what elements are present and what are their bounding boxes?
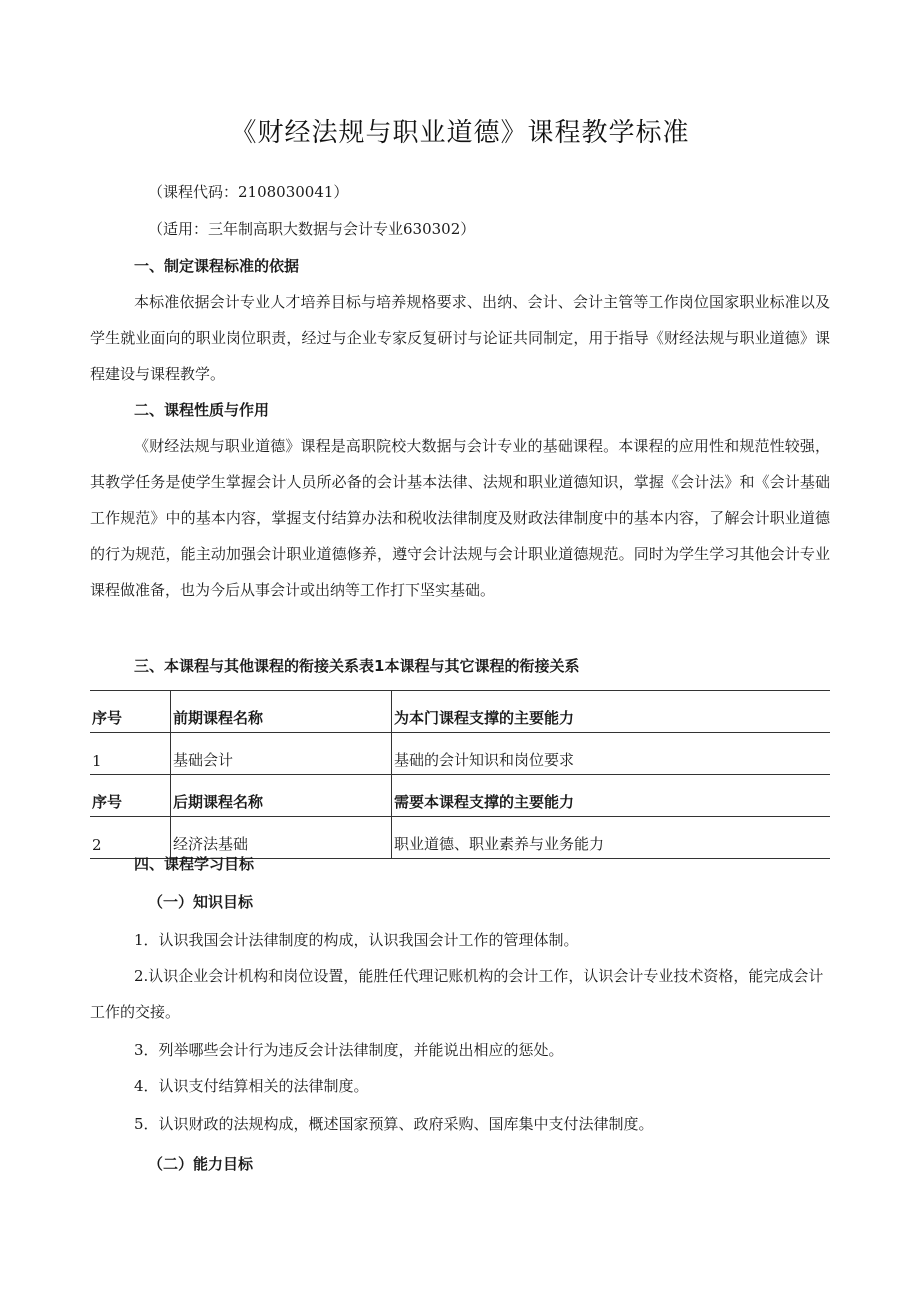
table-cell: 2 <box>90 817 171 859</box>
table-header-row <box>90 691 830 733</box>
ability-goals-heading: （二）能力目标 <box>148 1155 254 1173</box>
table-cell: 经济法基础 <box>171 817 392 859</box>
table-cell: 基础会计 <box>171 733 392 775</box>
table-cell: 序号 <box>90 691 171 733</box>
table-row <box>90 733 830 775</box>
list-item: 1．认识我国会计法律制度的构成，认识我国会计工作的管理体制。 <box>134 931 579 949</box>
applicable-major: （适用：三年制高职大数据与会计专业630302） <box>148 220 476 238</box>
section-2-heading: 二、课程性质与作用 <box>134 401 270 419</box>
table-cell: 后期课程名称 <box>171 775 392 817</box>
list-item: 5．认识财政的法规构成，概述国家预算、政府采购、国库集中支付法律制度。 <box>134 1115 654 1133</box>
table-cell: 序号 <box>90 775 171 817</box>
table-row <box>90 817 830 859</box>
table-cell: 职业道德、职业素养与业务能力 <box>392 817 831 859</box>
list-item: 2.认识企业会计机构和岗位设置，能胜任代理记账机构的会计工作，认识会计专业技术资格，能完成会计工作的交接。 <box>90 967 824 1021</box>
list-item: 3．列举哪些会计行为违反会计法律制度，并能说出相应的惩处。 <box>134 1041 564 1059</box>
table-cell: 为本门课程支撑的主要能力 <box>392 691 831 733</box>
list-item: 4．认识支付结算相关的法律制度。 <box>134 1077 369 1095</box>
table-cell: 1 <box>90 733 171 775</box>
section-1-body: 本标准依据会计专业人才培养目标与培养规格要求、出纳、会计、会计主管等工作岗位国家职业标准以及学生就业面向的职业岗位职责，经过与企业专家反复研讨与论证共同制定，用于指导《财经法规与职业道德》课程建设与课程教学。 <box>90 293 830 383</box>
document-title: 《财经法规与职业道德》课程教学标准 <box>230 118 690 148</box>
table-cell: 基础的会计知识和岗位要求 <box>392 733 831 775</box>
table-cell: 需要本课程支撑的主要能力 <box>392 775 831 817</box>
knowledge-goals-heading: （一）知识目标 <box>148 893 254 911</box>
course-code: （课程代码：2108030041） <box>148 183 349 201</box>
section-4-heading: 四、课程学习目标 <box>134 855 255 873</box>
course-relation-table <box>90 690 830 859</box>
section-3-heading: 三、本课程与其他课程的衔接关系表1本课程与其它课程的衔接关系 <box>134 657 580 675</box>
table-header-row <box>90 775 830 817</box>
section-1-heading: 一、制定课程标准的依据 <box>134 257 300 275</box>
section-2-body: 《财经法规与职业道德》课程是高职院校大数据与会计专业的基础课程。本课程的应用性和规范性较强，其教学任务是使学生掌握会计人员所必备的会计基本法律、法规和职业道德知识，掌握《会计法》和《会计基础工作规范》中的基本内容，掌握支付结算办法和税收法律制度及财政法律制度中的基本内容，了解会计职业道德的行为规范，能主动加强会计职业道德修养，遵守会计法规与会计职业道德规范。同时为学生学习其他会计专业课程做准备，也为今后从事会计或出纳等工作打下坚实基础。 <box>90 437 830 599</box>
table-cell: 前期课程名称 <box>171 691 392 733</box>
